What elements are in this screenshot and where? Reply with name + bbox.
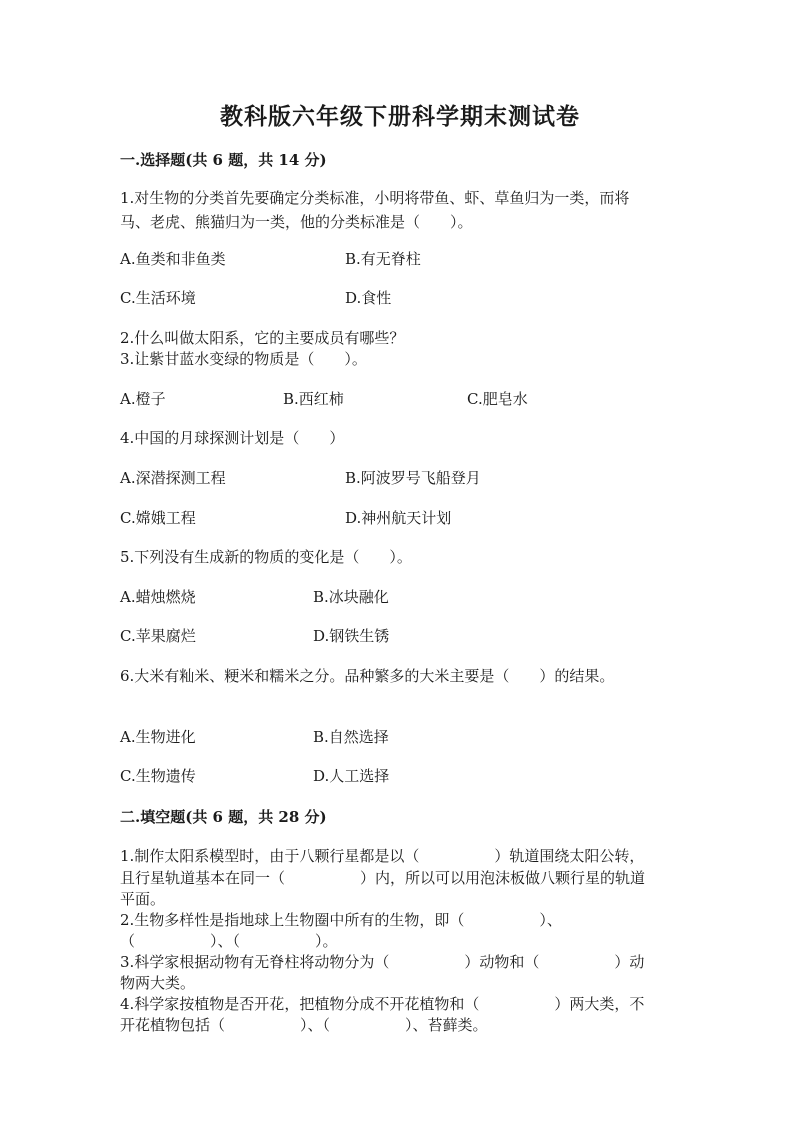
fill-1-line-1: 1.制作太阳系模型时，由于八颗行星都是以（ ）轨道围绕太阳公转， [120, 847, 645, 865]
question-1-line-2: 马、老虎、熊猫归为一类，他的分类标准是（ ）。 [120, 213, 473, 231]
question-4-option-c: C.嫦娥工程 [120, 509, 196, 527]
question-6-option-c: C.生物遗传 [120, 767, 196, 785]
question-1-option-d: D.食性 [345, 289, 392, 307]
question-5-option-b: B.冰块融化 [313, 588, 389, 606]
question-1-option-b: B.有无脊柱 [345, 250, 421, 268]
question-3-option-b: B.西红柿 [283, 390, 344, 408]
question-6-option-b: B.自然选择 [313, 728, 389, 746]
question-6-option-a: A.生物进化 [120, 728, 196, 746]
fill-1-line-2: 且行星轨道基本在同一（ ）内，所以可以用泡沫板做八颗行星的轨道 [120, 869, 646, 887]
question-2-line-1: 2.什么叫做太阳系，它的主要成员有哪些？ [120, 329, 405, 347]
question-6-option-d: D.人工选择 [313, 767, 390, 785]
question-4-option-d: D.神州航天计划 [345, 509, 452, 527]
question-5-line-1: 5.下列没有生成新的物质的变化是（ ）。 [120, 548, 412, 566]
fill-3-line-1: 3.科学家根据动物有无脊柱将动物分为（ ）动物和（ ）动 [120, 953, 645, 971]
question-4-option-b: B.阿波罗号飞船登月 [345, 469, 481, 487]
fill-2-line-1: 2.生物多样性是指地球上生物圈中所有的生物，即（ ）、 [120, 911, 562, 929]
page-title: 教科版六年级下册科学期末测试卷 [220, 103, 580, 130]
question-3-line-1: 3.让紫甘蓝水变绿的物质是（ ）。 [120, 350, 367, 368]
question-4-option-a: A.深潜探测工程 [120, 469, 226, 487]
question-1-option-a: A.鱼类和非鱼类 [120, 250, 226, 268]
question-5-option-a: A.蜡烛燃烧 [120, 588, 196, 606]
question-5-option-d: D.钢铁生锈 [313, 627, 390, 645]
fill-2-line-2: （ ）、（ ）。 [120, 932, 338, 950]
question-4-line-1: 4.中国的月球探测计划是（ ） [120, 429, 345, 447]
question-1-line-1: 1.对生物的分类首先要确定分类标准，小明将带鱼、虾、草鱼归为一类，而将 [120, 189, 630, 207]
question-3-option-c: C.肥皂水 [467, 390, 528, 408]
question-5-option-c: C.苹果腐烂 [120, 627, 196, 645]
fill-4-line-2: 开花植物包括（ ）、（ ）、苔藓类。 [120, 1016, 488, 1034]
question-1-option-c: C.生活环境 [120, 289, 196, 307]
fill-4-line-1: 4.科学家按植物是否开花，把植物分成不开花植物和（ ）两大类，不 [120, 995, 645, 1013]
question-6-line-1: 6.大米有籼米、粳米和糯米之分。品种繁多的大米主要是（ ）的结果。 [120, 667, 615, 685]
section-heading-choice: 一.选择题(共 6 题，共 14 分) [120, 151, 327, 169]
fill-3-line-2: 物两大类。 [120, 974, 196, 992]
section-heading-fill: 二.填空题(共 6 题，共 28 分) [120, 808, 327, 826]
fill-1-line-3: 平面。 [120, 890, 166, 908]
question-3-option-a: A.橙子 [120, 390, 166, 408]
